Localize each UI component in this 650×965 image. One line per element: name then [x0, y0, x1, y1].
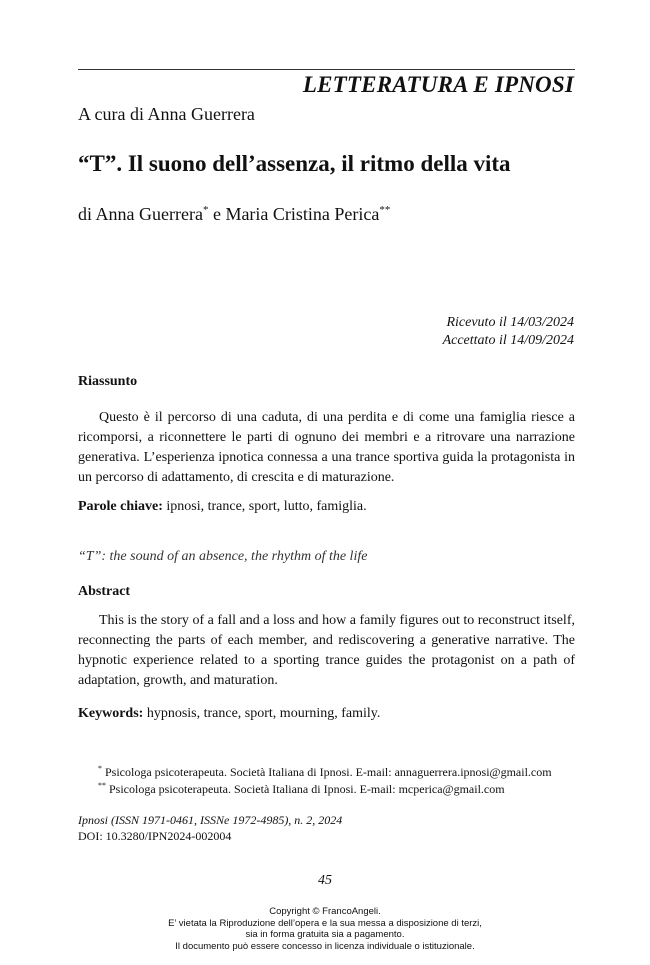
- copyright-line-1: Copyright © FrancoAngeli.: [269, 906, 381, 917]
- parole-chiave-label: Parole chiave:: [78, 499, 163, 514]
- footnote-1-text: Psicologa psicoterapeuta. Società Italiana di Ipnosi. E-mail: annaguerrera.ipnosi@gmail.com: [102, 765, 552, 779]
- footnote-1: [98, 764, 552, 780]
- author-2: e Maria Cristina Perica: [208, 204, 380, 224]
- journal-info: [78, 812, 342, 844]
- copyright-line-4: Il documento può essere concesso in licenza individuale o istituzionale.: [175, 940, 475, 952]
- abstract-text: This is the story of a fall and a loss and how a family figures out to reconstruct itself, reconnecting the parts of each member, and rediscovering a generative narrative. The hypnotic experience related to a sporting trance guides the protagonist on a path of adaptation, growth, and maturation.: [78, 613, 575, 688]
- footnote-2-text: Psicologa psicoterapeuta. Società Italiana di Ipnosi. E-mail: mcperica@gmail.com: [106, 782, 505, 796]
- author-2-footnote-mark: **: [379, 204, 391, 216]
- header-rule: [78, 69, 575, 70]
- english-title: “T”: the sound of an absence, the rhythm of the life: [78, 549, 368, 564]
- copyright-line-2: E’ vietata la Riproduzione dell’opera e la sua messa a disposizione di terzi,: [168, 917, 482, 929]
- copyright-notice: [0, 906, 650, 952]
- journal-citation: Ipnosi (ISSN 1971-0461, ISSNe 1972-4985), n. 2, 2024: [78, 813, 343, 827]
- abstract-body: [78, 611, 575, 691]
- riassunto-body: [78, 408, 575, 488]
- footnote-2-mark: **: [98, 781, 106, 790]
- riassunto-heading: Riassunto: [78, 374, 138, 389]
- page-number: 45: [318, 873, 332, 888]
- keywords: [78, 706, 380, 722]
- journal-doi: DOI: 10.3280/IPN2024-002004: [78, 829, 232, 843]
- author-1: di Anna Guerrera: [78, 204, 203, 224]
- received-date: Ricevuto il 14/03/2024: [446, 315, 574, 330]
- parole-chiave: [78, 499, 367, 515]
- footnote-2: [98, 781, 505, 797]
- article-title: “T”. Il suono dell’assenza, il ritmo della vita: [78, 151, 511, 176]
- parole-chiave-values: ipnosi, trance, sport, lutto, famiglia.: [162, 499, 367, 514]
- author-1-footnote-mark: *: [202, 204, 209, 216]
- section-title: LETTERATURA E IPNOSI: [302, 72, 574, 97]
- abstract-heading: Abstract: [78, 584, 131, 599]
- riassunto-text: Questo è il percorso di una caduta, di una perdita e di come una famiglia riesce a ricomporsi, a riconnettere le parti di ognuno dei membri e a ritrovare una narrazione generativa. L’esperienza ipnotica connessa a una trance sportiva guida la protagonista in un percorso di adattamento, di crescita e di maturazione.: [78, 410, 575, 485]
- keywords-values: hypnosis, trance, sport, mourning, family.: [143, 706, 381, 721]
- submission-dates: [443, 314, 574, 350]
- accepted-date: Accettato il 14/09/2024: [442, 333, 574, 348]
- keywords-label: Keywords:: [78, 706, 144, 721]
- curator-line: A cura di Anna Guerrera: [78, 104, 255, 124]
- copyright-line-3: sia in forma gratuita sia a pagamento.: [245, 929, 405, 940]
- footnote-1-mark: *: [98, 764, 102, 773]
- article-authors: [78, 204, 390, 225]
